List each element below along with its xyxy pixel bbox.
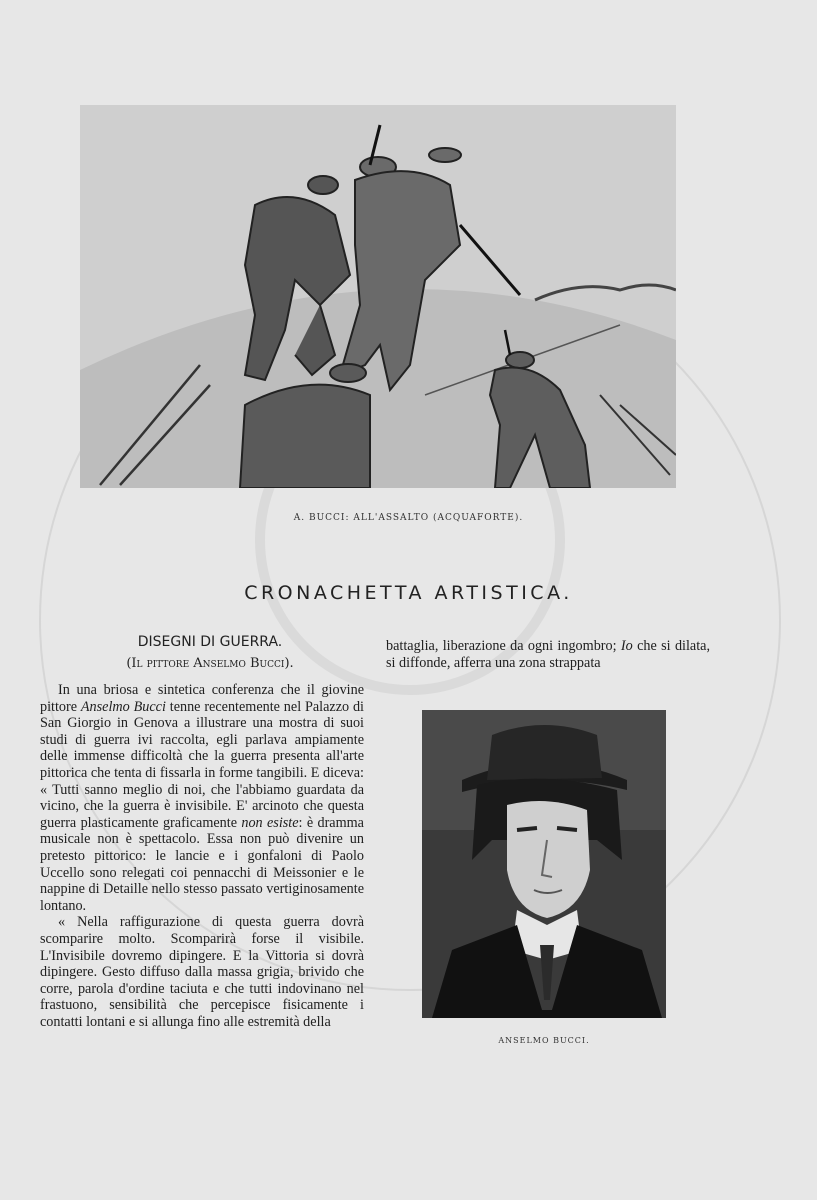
etching-caption: A. BUCCI: ALL'ASSALTO (ACQUAFORTE). bbox=[293, 513, 524, 523]
article-title: CRONACHETTA ARTISTICA. bbox=[244, 582, 573, 604]
paragraph-3: battaglia, liberazione da ogni ingombro; Io che si dilata, si diffonde, afferra una zona strappata bbox=[386, 638, 710, 671]
etching-all-assalto bbox=[80, 105, 676, 488]
article-subhead: DISEGNI DI GUERRA. bbox=[137, 634, 283, 650]
article-subhead-byline: (Il pittore Anselmo Bucci). bbox=[126, 656, 294, 671]
paragraph-1: In una briosa e sintetica conferenza che il giovine pittore Anselmo Bucci tenne recentemente nel Palazzo di San Giorgio in Genova a illustrare una mostra di suoi studi di guerra ivi raccolta, egli parlava ampiamente delle immense difficoltà che la guerra presenta all'arte pittorica che tenta di fissarla in forme tangibili. E diceva: « Tutti sanno meglio di noi, che l'abbiamo guardata da vicino, che la guerra è invisibile. E' arcinoto che questa guerra plasticamente graficamente non esiste: è dramma musicale non è spettacolo. Essa non può divenire un pretesto pittorico: le lancie e i gonfaloni di Paolo Uccello sono relegati coi pennacchi di Meissonier e le nappine di Detaille nello stesso passato vertiginosamente lontano. bbox=[40, 682, 364, 914]
paragraph-2: « Nella raffigurazione di questa guerra dovrà scomparire molto. Scomparirà forse il visibile. L'Invisibile dovremo dipingere. E la Vittoria si dovrà dipingere. Gesto diffuso dalla massa grigia, brivido che corre, parola d'ordine taciuta e che tutti indovinano nel frastuono, sensibilità che percepisce fisicamente i contatti lontani e si allunga fino alle estremità della bbox=[40, 914, 364, 1030]
article-column-right bbox=[386, 638, 710, 671]
article-column-left bbox=[40, 682, 364, 1030]
portrait-photo bbox=[422, 710, 666, 1018]
portrait-caption: ANSELMO BUCCI. bbox=[498, 1036, 590, 1045]
